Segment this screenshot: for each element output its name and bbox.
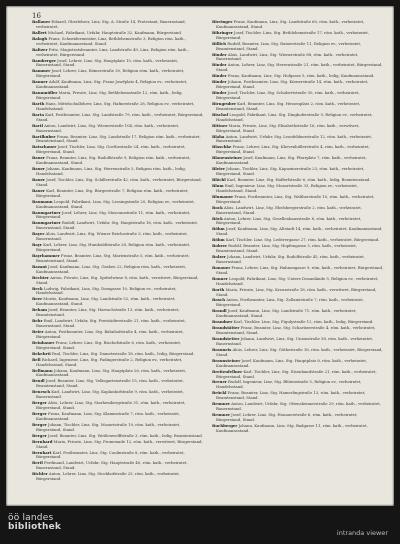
logo-line-2: bibliothek [8, 522, 62, 532]
register-entry [212, 277, 384, 287]
entry-text: Karl, Tischler, Linz, Stg. Eisenhandstraße 21, röm. kath., verheiratet, Bürgerstand, Stand. [216, 368, 377, 379]
entry-name: Beinhauer [32, 339, 55, 345]
viewer-label[interactable]: intranda viewer [336, 529, 388, 537]
entry-text: Johann, Kaufmann, Linz, Stg. Hauptplatz 26, röm. kath., verheiratet, Kaufmannsstand. [36, 367, 187, 378]
entry-name: Balogh [32, 35, 48, 41]
register-entry [212, 167, 384, 177]
register-entry [32, 211, 204, 221]
entry-name: Birngruber [212, 100, 236, 106]
entry-name: Bosch [212, 297, 226, 303]
entry-name: Berger [32, 432, 47, 438]
entry-name: Brunner [212, 401, 230, 407]
entry-name: Bonauer [212, 264, 231, 270]
entry-name: Binder [212, 79, 227, 85]
entry-name: Bernhart [32, 449, 52, 455]
entry-text: Josef, Tischler, Linz, Stg. Bethlehemstraße 17, röm. kath., verheiratet, Bürgerstand. [216, 29, 369, 40]
entry-text: Franz, Beamter, Linz, Stg. Scharitzerstraße 4, röm. kath., verheiratet, Beamtenstand, Stand. [216, 325, 376, 336]
entry-name: Böhm [212, 237, 225, 243]
entry-text: Josef, Beamter, Linz, Stg. Harrachstraße 13, röm. kath., verheiratet, Beamtenstand. [36, 307, 180, 318]
register-entry [32, 48, 204, 58]
entry-text: Anton, Landwirt, Linz, Stg. Wienerstraße 104, röm. kath., verheiratet, Bauernstand. [36, 122, 180, 133]
entry-name: Bayer [32, 231, 45, 237]
register-entry [32, 440, 204, 450]
entry-name: Böck [212, 215, 223, 221]
entry-text: Fritz, Magistratsbeamter, Linz, Landstraße 49, Linz, Religion röm. kath., verheiratet, Bürgerstand. [36, 46, 189, 57]
entry-name: Bauer [32, 187, 45, 193]
entry-name: Bolzer [212, 254, 226, 260]
register-entry [32, 379, 204, 389]
register-entry [32, 472, 204, 482]
register-entry [212, 156, 384, 166]
entry-name: Brandner [212, 319, 233, 325]
entry-name: Binder [212, 73, 227, 79]
entry-name: Blauensteiner [212, 155, 243, 161]
register-entry [212, 326, 384, 336]
entry-text: Josef, Kaufmann, Linz, Stg. Landstraße 71, röm. kath., verheiratet, Kaufmannsstand, Stand. [216, 308, 357, 319]
entry-text: Anton, Private, Linz, Stg. Spittelwiese 8, röm. kath., verwitwet, Bürgerstand, Stand. [36, 274, 199, 285]
entry-text: Johann, Landwirt, Linz, Stg. Unionstraße 38, röm. kath., verheiratet, Bauernstand. [216, 336, 374, 346]
entry-name: Bellmann [32, 367, 53, 373]
entry-text: Franz, Lehrer, Linz, Stg. Khevenhüllerstraße 4, röm. kath., verheiratet, Bürgerstand, Stand. [216, 144, 370, 155]
entry-name: Blaha [212, 133, 225, 139]
entry-text: Moritz, Kaufmann, Linz, Stg. Landstraße 52, röm. kath., verheiratet, Kaufmannsstand, Stand. [36, 296, 176, 307]
register-entry [32, 178, 204, 188]
register-entry [32, 221, 204, 231]
entry-text: Eduard, Oberlehrer, Linz, Stg. A. Straße 14, Protestant, Bauernstand, verheiratet. [36, 19, 186, 29]
register-entry [32, 189, 204, 199]
register-entry [212, 135, 384, 145]
entry-text: Josef, Lehrer, Linz, Römerstraße 30, Religion röm. kath., verheiratet, Bürgerstand. [36, 68, 185, 79]
entry-name: Ballauer [32, 19, 51, 24]
entry-text: Anton, Lehrer, Linz, Stg. Gesellenhausstraße 8, röm. kath., verheiratet, Bürgerstand. [216, 215, 362, 226]
entry-name: Bartlhuber [32, 133, 56, 139]
entry-name: Bischof [212, 111, 229, 117]
register-entry [32, 200, 204, 210]
entry-text: Josef, Tischler, Linz, Stg. Schubertstraße 30, röm. kath., verheiratet, Bürgerstand. [216, 90, 360, 101]
register-entry [32, 232, 204, 242]
entry-name: Bayr [32, 242, 42, 248]
register-entry [32, 423, 204, 433]
entry-name: Bayrhammer [32, 253, 60, 258]
entry-name: Bazant [32, 263, 47, 269]
entry-name: Blaschke [212, 144, 232, 150]
entry-text: Franz, Beamter, Linz, Stg. Marienstraße 5, röm. kath., verheiratet, Beamtenstand, Stand. [36, 253, 190, 263]
entry-name: Bernhard [32, 438, 53, 444]
entry-text: Josef, Lehrer, Linz, Stg. Museumstraße 11, röm. kath., verheiratet, Bürgerstand. [36, 209, 191, 220]
register-entry [212, 424, 384, 434]
register-entry [32, 330, 204, 340]
entry-text: Rudolf, Beamter, Linz, Stg. Rainerstraße 11, Religion ev., verheiratet, Beamtenstand, Stand. [216, 40, 362, 51]
entry-name: Billich [212, 40, 227, 46]
entry-name: Brauneis [212, 346, 232, 352]
entry-text: Alois, Lehrer, Linz, Stg. Starhembergstraße 31, röm. kath., verheiratet, Bürgerstand, Stand. [36, 400, 186, 411]
register-entry [32, 369, 204, 379]
entry-text: Josef, Kaufmann, Linz, Stg. Pfarrplatz 7, röm. kath., verheiratet, Kaufmannsstand. [216, 155, 367, 166]
register-entry [212, 370, 384, 380]
entry-name: Baumgartner [32, 209, 61, 215]
entry-text: Karl, Lehrer, Linz, Stg. Humboldtstraße 28, Religion röm. kath., verheiratet, Bürgerstand. [36, 242, 191, 253]
register-entry [212, 91, 384, 101]
register-entry [212, 20, 384, 30]
register-entry [212, 359, 384, 369]
entry-name: Bauer [32, 166, 45, 172]
entry-name: Ballert [32, 29, 47, 35]
entry-text: Adolf, Kaufmann, Linz, Stg. Franz Josefplatz 4, Religion ev., verheiratet, Kaufmannsstand. [36, 79, 188, 90]
register-entry [212, 184, 384, 194]
entry-name: Blöchl [212, 176, 226, 182]
entry-name: Bittner [212, 122, 228, 128]
entry-text: Rudolf, Landwirt, Urfahr, Stg. Hauptstraße 16, röm. kath., verheiratet, Bauernstand, Stand. [36, 220, 199, 231]
register-entry [212, 337, 384, 347]
entry-name: Breuer [212, 379, 227, 385]
entry-name: Barta [32, 111, 44, 117]
entry-text: Karl, Tischler, Linz, Stg. Figulystraße 12, röm. kath., ledig, Bürgerstand. [232, 319, 374, 325]
register-entry [32, 297, 204, 307]
register-entry [32, 167, 204, 177]
register-entry [212, 102, 384, 112]
register-entry [32, 412, 204, 422]
register-entry [212, 298, 384, 308]
register-entry [212, 227, 384, 237]
entry-text: Leopold, Fabrikant, Linz, Stg. Dinghoferstraße 9, Religion ev., verheiratet, Handelsstand. [216, 111, 373, 122]
entry-name: Borth [212, 286, 225, 292]
entry-text: Anton, Landwirt, Urfahr, Stg. Leonfeldnerstraße 12, röm. kath., verheiratet, Bauernstand. [216, 133, 373, 144]
register-entry [212, 206, 384, 216]
entry-name: Beier [32, 329, 44, 335]
entry-text: Josef, Beamter, Linz, Stg. Volksgartenstraße 15, röm. kath., verheiratet, Beamtenstand, Stand. [36, 378, 184, 389]
entry-text: Josef, Kaufmann, Linz, Stg. Hauptplatz 8, röm. kath., verheiratet, Kaufmannsstand. [216, 357, 368, 368]
register-entry [32, 308, 204, 318]
entry-name: Benesch [32, 389, 51, 395]
entry-name: Berger [32, 410, 47, 416]
entry-text: Johann, Tischler, Linz, Stg. Mozartstraße 19, röm. kath., verheiratet, Bürgerstand, Stand. [36, 421, 181, 432]
entry-text: Hans, Mittelschullehrer, Linz, Stg. Hafnerstraße 28, Religion ev., verheiratet, Handelsstand. [36, 100, 195, 111]
register-entry [212, 42, 384, 52]
entry-text: Anton, Landwirt, Urfahr, Stg. Ottensheimerstraße 29, röm. kath., verheiratet, Bauernstand. [216, 401, 381, 412]
entry-text: Richard, Ingenieur, Linz, Stg. Fadingerstraße 2, Religion ev., verheiratet, Handelsstand, Stand. [36, 356, 183, 367]
register-entry [212, 80, 384, 90]
entry-name: Bauer [32, 176, 45, 182]
entry-text: Maria, Private, Linz, Stg. Bethlehemstraße 12, röm. kath., ledig, Bürgerstand. [36, 90, 183, 101]
register-entry [32, 91, 204, 101]
entry-name: Bihringer [212, 29, 233, 35]
entry-text: Josef, Kaufmann, Linz, Stg. Altstadt 14, röm. kath., verheiratet, Kaufmannsstand, Stand. [216, 226, 383, 237]
scanned-page [6, 6, 394, 506]
register-entry [32, 358, 204, 368]
entry-text: Karl, Beamter, Linz, Stg. Hafferlstraße 6, röm. kath., ledig, Beamtenstand. [225, 176, 371, 182]
entry-name: Beham [32, 307, 47, 313]
entry-text: Anton, Postbeamter, Linz, Stg. Bahnhofstraße 4, röm. kath., verheiratet, Bürgerstand. [36, 329, 184, 339]
entry-text: Paul, Tischler, Linz, Stg. Dametzstraße 18, röm. kath., ledig, Bürgerstand. [50, 350, 195, 356]
entry-text: Franz, Beamter, Linz, Stg. Landstraße 17, Religion röm. kath., verheiratet, Beamtenstand, Stand. [36, 133, 201, 144]
register-entry [212, 124, 384, 134]
entry-name: Batschauer [32, 144, 57, 150]
entry-text: Josef, Kaufmann, Linz, Stg. Graben 22, Religion röm. kath., verheiratet, Kaufmannsstand. [36, 263, 187, 274]
entry-name: Braunsteiner [212, 357, 241, 363]
entry-name: Bieringer [212, 19, 233, 24]
register-entry [32, 319, 204, 329]
entry-text: Alois, Lehrer, Linz, Stg. Göthestraße 16, röm. kath., verheiratet, Bürgerstand, Stand. [216, 346, 383, 357]
entry-text: Franz, Kaufmann, Linz, Stg. Klammstraße 7, röm. kath., verheiratet, Kaufmannsstand. [36, 410, 180, 421]
entry-name: Baumann [32, 198, 53, 204]
entry-text: Alois, Landwirt, Linz, Stg. Ebelsbergerstraße 2, röm. kath., verheiratet, Bauernstand, Stand. [216, 204, 362, 215]
register-entry [212, 31, 384, 41]
entry-name: Blumauer [212, 193, 234, 199]
entry-text: Franz, Schneidermeister, Linz, Bethlehemstraße 3, Religion röm. kath., verheiratet, Kaufmannsstand, Stand. [36, 35, 186, 46]
register-entry [32, 254, 204, 264]
register-entry [212, 348, 384, 358]
entry-name: Bartl [32, 122, 43, 128]
entry-name: Bechter [32, 274, 49, 280]
register-entry [212, 402, 384, 412]
entry-name: Bendl [32, 378, 45, 384]
entry-name: Baumgartner [32, 220, 61, 226]
register-entry [212, 113, 384, 123]
entry-name: Binder [212, 51, 227, 57]
entry-text: Franz, Postbeamter, Linz, Stg. Waltherstraße 10, röm. kath., verheiratet, Bürgerstand. [216, 193, 375, 204]
entry-text: Rudolf, Ingenieur, Linz, Stg. Blütenstraße 5, Religion ev., verheiratet, Handelsstand. [216, 379, 362, 390]
entry-name: Brandstätter [212, 325, 240, 331]
register-entry [32, 135, 204, 145]
entry-text: Johann, Kaufmann, Linz, Stg. Badgasse 11, röm. kath., verheiratet, Kaufmannsstand. [216, 422, 368, 433]
entry-text: Johann, Tischler, Linz, Stg. Kapuzinerstraße 23, röm. kath., verheiratet, Bürgerstand, Stand. [216, 166, 365, 177]
entry-text: Josef, Beamter, Linz, Stg. Weißenwolffstraße 3, röm. kath., ledig, Beamtenstand. [46, 432, 203, 438]
entry-name: Berger [32, 421, 47, 427]
entry-text: Maria, Private, Linz, Stg. Kreuzstraße 18, röm. kath., verwitwet, Bürgerstand, Stand. [216, 286, 377, 297]
register-entry [212, 195, 384, 205]
register-entry [212, 244, 384, 254]
entry-text: Johann, Kaufmann, Linz, Stg. Herrenstraße 3, Religion röm. kath., ledig, Handelsstand. [36, 166, 186, 177]
register-entry [32, 243, 204, 253]
register-entry [212, 266, 384, 276]
register-entry [32, 461, 204, 471]
entry-text: Karl, Landwirt, Linz, Stg. Kaplanhofstraße 9, röm. kath., verheiratet, Bauernstand. [36, 389, 185, 400]
entry-text: Josef, Lehrer, Linz, Stg. Honauerstraße 6, röm. kath., verheiratet, Bürgerstand, Stand. [216, 412, 358, 422]
entry-text: Franz, Beamter, Linz, Stg. Hamerlingstraße 13, röm. kath., verheiratet, Beamtenstand, Stand. [216, 390, 366, 401]
entry-name: Brunner [212, 412, 230, 418]
entry-text: Alois, Landwirt, Linz, Stg. Wienerstraße 88, röm. kath., verheiratet, Bauernstand. [216, 51, 359, 62]
entry-text: Leopold, Fabrikant, Linz, Stg. Lessingstraße 20, Religion ev., verheiratet, Kaufmannsstand, Stand. [36, 198, 195, 209]
entry-name: Barth [32, 100, 45, 106]
entry-text: Maria, Private, Linz, Stg. Promenade 12, röm. kath., verwitwet, Bürgerstand, Stand. [36, 438, 203, 449]
register-entry [32, 59, 204, 69]
register-entry [212, 145, 384, 155]
register-entry [32, 69, 204, 79]
register-entry [32, 287, 204, 297]
entry-name: Beer [32, 296, 43, 302]
register-entry [212, 309, 384, 319]
entry-text: Karl, Tischler, Linz, Stg. Lederergasse 27, röm. kath., verheiratet, Bürgerstand. [224, 237, 380, 243]
register-entry [32, 276, 204, 286]
entry-name: Breitenfellner [212, 368, 243, 374]
entry-name: Behr [32, 318, 43, 324]
entry-name: Bauer [32, 155, 45, 161]
entry-text: Emil, Landwirt, Urfahr, Stg. Freistädterstraße 21, röm. kath., verheiratet, Bauernstand, Stand. [36, 318, 186, 329]
register-entry [212, 255, 384, 265]
register-entry [212, 413, 384, 423]
register-entry [212, 63, 384, 73]
entry-text: Karl, Postbeamter, Linz, Stg. Coulinstraße 8, röm. kath., verheiratet, Bürgerstand. [36, 449, 185, 460]
entry-name: Brandstetter [212, 336, 240, 342]
page-number: 16 [32, 12, 41, 20]
entry-text: Anton, Lehrer, Linz, Stg. Stockhofstraße 25, röm. kath., verheiratet, Bürgerstand. [36, 471, 180, 482]
entry-text: Johann, Landwirt, Urfahr, Stg. Rudolfstraße 45, röm. kath., verheiratet, Bauernstand. [216, 254, 365, 264]
entry-name: Bell [32, 356, 41, 362]
entry-text: Ferdinand, Landwirt, Urfahr, Stg. Hauptstraße 40, röm. kath., verheiratet, Bauernstand, Stand. [36, 460, 188, 471]
entry-name: Bohrer [212, 243, 227, 249]
entry-text: Anton, Lehrer, Linz, Stg. Herrenstraße 21, röm. kath., verheiratet, Bürgerstand, Stand. [216, 62, 383, 73]
entry-name: Beck [32, 285, 43, 291]
register-entry [32, 390, 204, 400]
register-entry [212, 380, 384, 390]
entry-name: Brandl [212, 308, 227, 314]
library-logo[interactable] [8, 514, 61, 532]
left-column [32, 20, 204, 483]
entry-name: Banner [32, 79, 48, 85]
register-entry [212, 288, 384, 298]
entry-text: Josef, Tischler, Linz, Stg. Goethestraße 24, röm. kath., verheiratet, Bürgerstand, Stand. [36, 144, 186, 155]
entry-name: Bock [212, 204, 223, 210]
entry-name: Buchberger [212, 422, 238, 428]
entry-name: Bannmüller [32, 90, 58, 96]
entry-text: Karl, Postbeamter, Linz, Stg. Landstraße 79, röm. kath., verheiratet, Bürgerstand, Stand. [36, 111, 204, 122]
entry-name: Bleier [212, 166, 225, 172]
register-entry [32, 124, 204, 134]
entry-text: Ludwig, Fabrikant, Linz, Stg. Domgasse 10, Religion ev., verheiratet, Handelsstand. [36, 285, 177, 296]
entry-text: Karl, Beamter, Linz, Stg. Hessenplatz 2, röm. kath., verheiratet, Beamtenstand, Stand. [216, 100, 361, 111]
register-entry [32, 156, 204, 166]
entry-text: Leopold, Fabrikant, Linz, Stg. Untere Donaulände 5, Religion ev., verheiratet, Handelsstand. [216, 275, 379, 286]
entry-name: Bonner [212, 275, 228, 281]
register-entry [212, 391, 384, 401]
entry-name: Blum [212, 182, 224, 188]
entry-text: Alois, Landwirt, Linz, Stg. Wiener Reichsstraße 3, röm. kath., verheiratet, Bauernstand. [36, 231, 188, 242]
entry-name: Binder [212, 90, 227, 96]
entry-text: Franz, Kaufmann, Linz, Stg. Hofgasse 5, röm. kath., ledig, Kaufmannsstand. [226, 73, 375, 79]
entry-text: Johann, Postbeamter, Linz, Stg. Körnerstraße 14, röm. kath., verheiratet, Bürgerstand, Stand. [216, 79, 369, 90]
entry-text: Karl, Beamter, Linz, Stg. Bürgerstraße 7, Religion röm. kath., verheiratet, Bürgerstand. [36, 187, 189, 198]
entry-name: Bammer [32, 68, 51, 74]
entry-text: Maria, Private, Linz, Stg. Elisabethstraße 16, röm. kath., verwitwet, Bürgerstand, Stand. [216, 122, 360, 133]
register-entry [32, 20, 204, 30]
entry-text: Emil, Ingenieur, Linz, Stg. Mozartstraße 33, Religion ev., verheiratet, Handelsstand, Stand. [216, 182, 358, 193]
entry-text: Franz, Beamter, Linz, Stg. Rudolfstraße 9, Religion röm. kath., verheiratet, Kaufmannsstand, Stand. [36, 155, 191, 166]
entry-text: Josef, Lehrer, Linz, Stg. Hauptplatz 15, röm. kath., verheiratet, Bauernstand, Stand. [36, 57, 179, 68]
entry-name: Böhm [212, 226, 225, 232]
register-entry [32, 80, 204, 90]
register-entry [32, 265, 204, 275]
entry-name: Berger [32, 400, 47, 406]
entry-text: Franz, Kaufmann, Linz, Stg. Landstraße 60, röm. kath., verheiratet, Kaufmannsstand, Stand. [216, 19, 365, 29]
right-column [212, 20, 384, 435]
entry-text: Michael, Fabrikant, Urfahr, Hauptstraße 32, Kaufmann, Bürgerstand. [46, 29, 182, 35]
register-entry [32, 401, 204, 411]
entry-name: Binder [212, 62, 227, 68]
entry-name: Baltzer [32, 46, 48, 52]
register-entry [212, 217, 384, 227]
entry-name: Bekehrti [32, 350, 51, 356]
entry-text: Franz, Lehrer, Linz, Stg. Hahnengasse 9, röm. kath., verheiratet, Bürgerstand, Stand. [216, 264, 384, 275]
entry-name: Bichler [32, 471, 48, 477]
entry-name: Bertl [32, 460, 43, 466]
register-entry [212, 53, 384, 63]
entry-name: Bamberger [32, 57, 56, 63]
register-entry [32, 37, 204, 47]
entry-name: Brückl [212, 390, 227, 396]
register-entry [32, 102, 204, 112]
register-entry [32, 145, 204, 155]
register-entry [32, 341, 204, 351]
logo-line-1: öö landes [8, 513, 54, 523]
entry-text: Josef, Tischler, Linz, Stg. Schillerstraße 42, röm. kath., verheiratet, Bürgerstand, Stand. [36, 176, 202, 187]
register-entry [32, 113, 204, 123]
entry-text: Franz, Lehrer, Linz, Stg. Bischofstraße 6, röm. kath., verheiratet, Bürgerstand, Stand. [36, 339, 182, 350]
register-entry [32, 451, 204, 461]
entry-text: Anton, Postbeamter, Linz, Stg. Zollamtstraße 7, röm. kath., verheiratet, Bürgerstand. [216, 297, 364, 308]
entry-text: Rudolf, Beamter, Linz, Stg. Hopfengasse 3, röm. kath., verheiratet, Beamtenstand, Stand. [216, 243, 357, 254]
